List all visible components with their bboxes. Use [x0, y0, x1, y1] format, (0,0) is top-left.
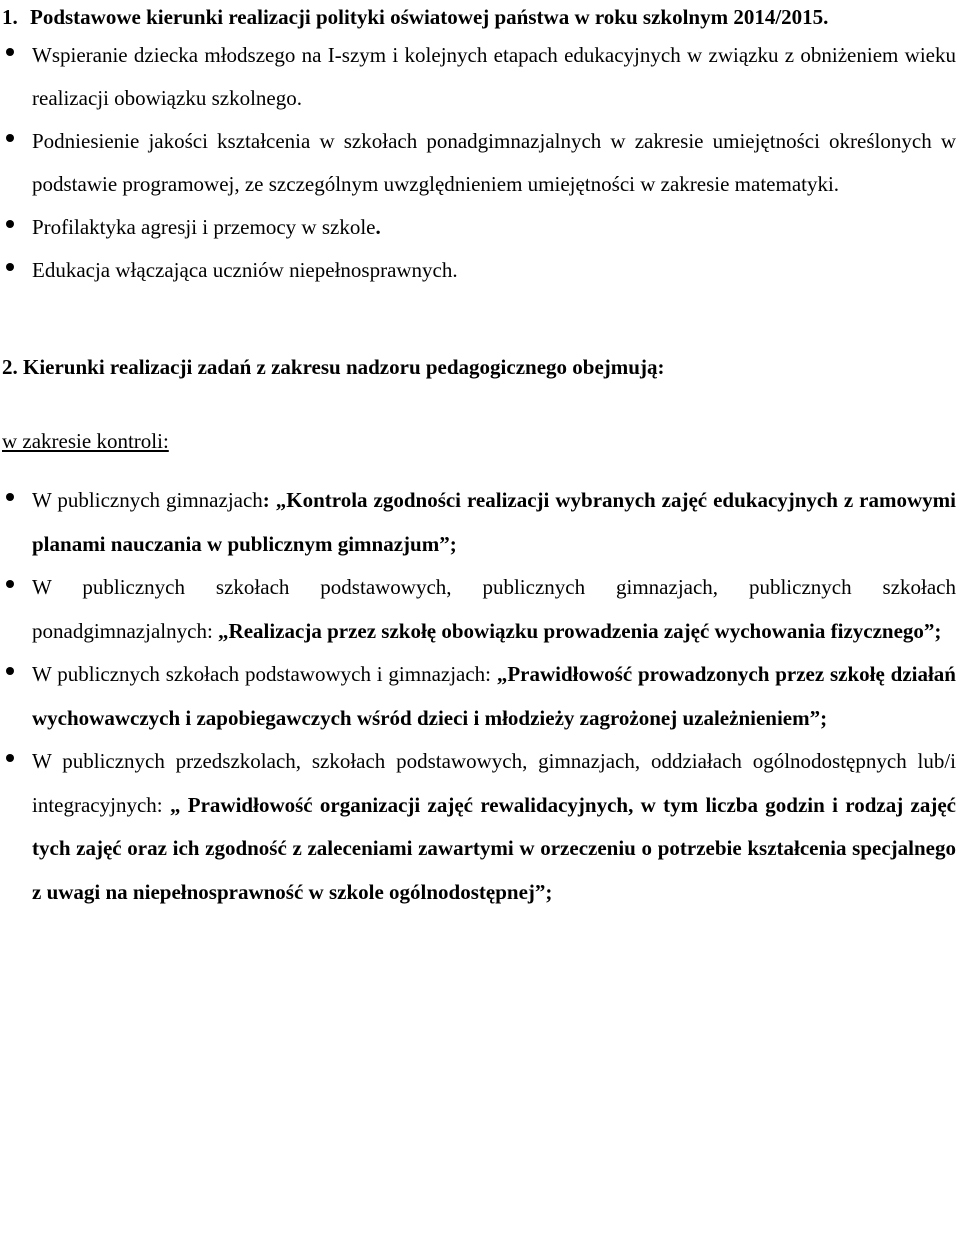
bullet-icon [6, 48, 14, 56]
list-item-lead: W publicznych przedszkolach, szkołach podstawowych, gimnazjach, oddziałach ogólnodostępnych lub/i integracyjnych: [32, 749, 956, 817]
section-1-title: Podstawowe kierunki realizacji polityki oświatowej państwa w roku szkolnym 2014/2015. [30, 5, 829, 29]
list-item-lead: W publicznych szkołach podstawowych, publicznych gimnazjach, publicznych szkołach ponadgimnazjalnych: [32, 575, 956, 643]
bullet-icon [6, 263, 14, 271]
section-2-title: Kierunki realizacji zadań z zakresu nadzoru pedagogicznego obejmują: [23, 355, 665, 379]
list-item [2, 740, 956, 914]
bullet-icon [6, 493, 14, 501]
section-2-number: 2. [2, 355, 18, 379]
list-item [2, 206, 956, 249]
list-item-lead: W publicznych gimnazjach [32, 488, 263, 512]
list-item-colon: : [262, 488, 270, 512]
section-2-heading [2, 350, 956, 384]
list-item-bold-text: „Prawidłowość prowadzonych przez szkołę działań wychowawczych i zapobiegawczych wśród dzieci i młodzieży zagrożonej uzależnieniem”; [32, 662, 956, 730]
list-item-period: . [375, 215, 381, 239]
list-item-bold-text: „Realizacja przez szkołę obowiązku prowadzenia zajęć wychowania fizycznego”; [218, 618, 942, 643]
list-item [2, 653, 956, 740]
bullet-icon [6, 220, 14, 228]
section-1-list [2, 34, 956, 292]
section-2-list [2, 479, 956, 914]
list-item-text: Podniesienie jakości kształcenia w szkołach ponadgimnazjalnych w zakresie umiejętności określonych w podstawie programowej, ze szczególnym uwzględnieniem umiejętności w zakresie matematyki. [32, 129, 956, 196]
section-1-number: 1. [2, 5, 18, 29]
list-item [2, 34, 956, 120]
list-item [2, 566, 956, 653]
bullet-icon [6, 134, 14, 142]
bullet-icon [6, 580, 14, 588]
section-1-heading [2, 0, 956, 34]
list-item-text: Profilaktyka agresji i przemocy w szkole [32, 215, 376, 239]
list-item-text: Edukacja włączająca uczniów niepełnosprawnych. [32, 258, 458, 282]
list-item-bold-text: „ Prawidłowość organizacji zajęć rewalidacyjnych, w tym liczba godzin i rodzaj zajęć tych zajęć oraz ich zgodność z zaleceniami zawartymi w orzeczeniu o potrzebie kształcenia specjalnego z uwagi na niepełnosprawność w szkole ogólnodostępnej”; [32, 792, 956, 904]
list-item [2, 120, 956, 206]
control-subheading: w zakresie kontroli: [2, 429, 169, 453]
list-item-bold-text: „Kontrola zgodności realizacji wybranych zajęć edukacyjnych z ramowymi planami nauczania w publicznym gimnazjum”; [32, 488, 956, 556]
list-item-lead: W publicznych szkołach podstawowych i gimnazjach: [32, 662, 497, 686]
list-item-text: Wspieranie dziecka młodszego na I-szym i kolejnych etapach edukacyjnych w związku z obniżeniem wieku realizacji obowiązku szkolnego. [32, 43, 956, 110]
bullet-icon [6, 754, 14, 762]
list-item [2, 249, 956, 292]
bullet-icon [6, 667, 14, 675]
list-item [2, 479, 956, 566]
